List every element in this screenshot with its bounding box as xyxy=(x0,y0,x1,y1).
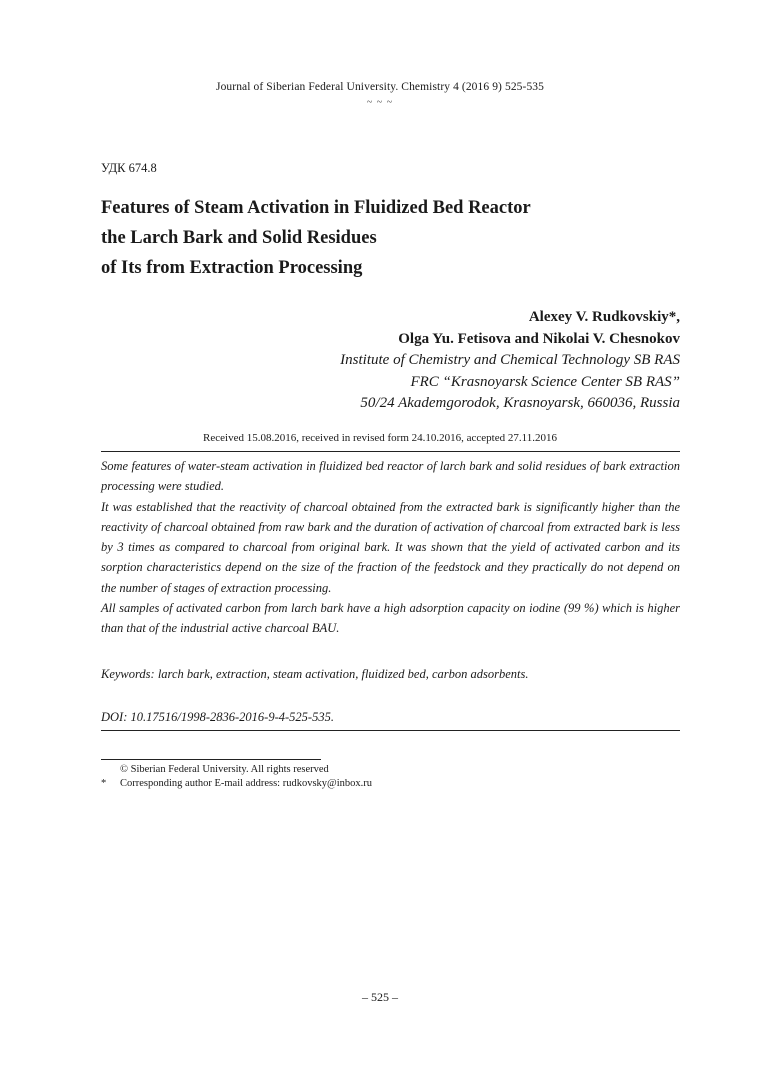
journal-header: Journal of Siberian Federal University. Chemistry 4 (2016 9) 525-535 xyxy=(216,81,544,93)
abstract-paragraph-3: All samples of activated carbon from larch bark have a high adsorption capacity on iodine (99 %) which is higher than that of the industrial active charcoal BAU. xyxy=(101,601,680,636)
page-number: – 525 – xyxy=(362,990,398,1004)
udk-code: УДК 674.8 xyxy=(101,161,157,175)
abstract-top-rule xyxy=(101,451,680,452)
affiliation-line-3: 50/24 Akademgorodok, Krasnoyarsk, 660036, Russia xyxy=(360,395,680,411)
title-line-2: the Larch Bark and Solid Residues xyxy=(101,228,377,248)
abstract-bottom-rule xyxy=(101,730,680,731)
footnote-asterisk: * xyxy=(101,778,107,789)
author-line-1: Alexey V. Rudkovskiy*, xyxy=(528,309,680,325)
affiliation-line-1: Institute of Chemistry and Chemical Technology SB RAS xyxy=(340,352,680,368)
paper-title xyxy=(101,193,661,283)
doi: DOI: 10.17516/1998-2836-2016-9-4-525-535. xyxy=(101,710,334,724)
authors xyxy=(398,306,680,350)
footnote-rule xyxy=(101,759,321,760)
abstract xyxy=(101,456,680,639)
affiliation xyxy=(340,350,680,415)
copyright-text: © Siberian Federal University. All rights reserved xyxy=(120,764,329,775)
keywords: Keywords: larch bark, extraction, steam activation, fluidized bed, carbon adsorbents. xyxy=(101,667,529,681)
received-dates: Received 15.08.2016, received in revised form 24.10.2016, accepted 27.11.2016 xyxy=(203,432,557,444)
header-separator: ~ ~ ~ xyxy=(366,97,394,108)
abstract-paragraph-2: It was established that the reactivity of charcoal obtained from the extracted bark is significantly higher than the reactivity of charcoal obtained from raw bark and the duration of activation of charcoal from extracted bark is less by 3 times as compared to charcoal from original bark. It was shown that the yield of activated carbon and its sorption characteristics depend on the size of the fraction of the feedstock and they practically do not depend on the number of stages of extraction processing. xyxy=(101,499,680,595)
footnote-corresponding xyxy=(101,777,372,791)
corresponding-email: Corresponding author E-mail address: rudkovsky@inbox.ru xyxy=(120,778,373,789)
title-line-1: Features of Steam Activation in Fluidized Bed Reactor xyxy=(101,198,531,218)
abstract-paragraph-1: Some features of water-steam activation in fluidized bed reactor of larch bark and solid residues of bark extraction processing were studied. xyxy=(101,459,680,494)
footnote-copyright xyxy=(101,763,329,777)
affiliation-line-2: FRC “Krasnoyarsk Science Center SB RAS” xyxy=(410,373,680,390)
title-line-3: of Its from Extraction Processing xyxy=(101,258,363,278)
author-line-2: Olga Yu. Fetisova and Nikolai V. Chesnokov xyxy=(398,331,680,347)
